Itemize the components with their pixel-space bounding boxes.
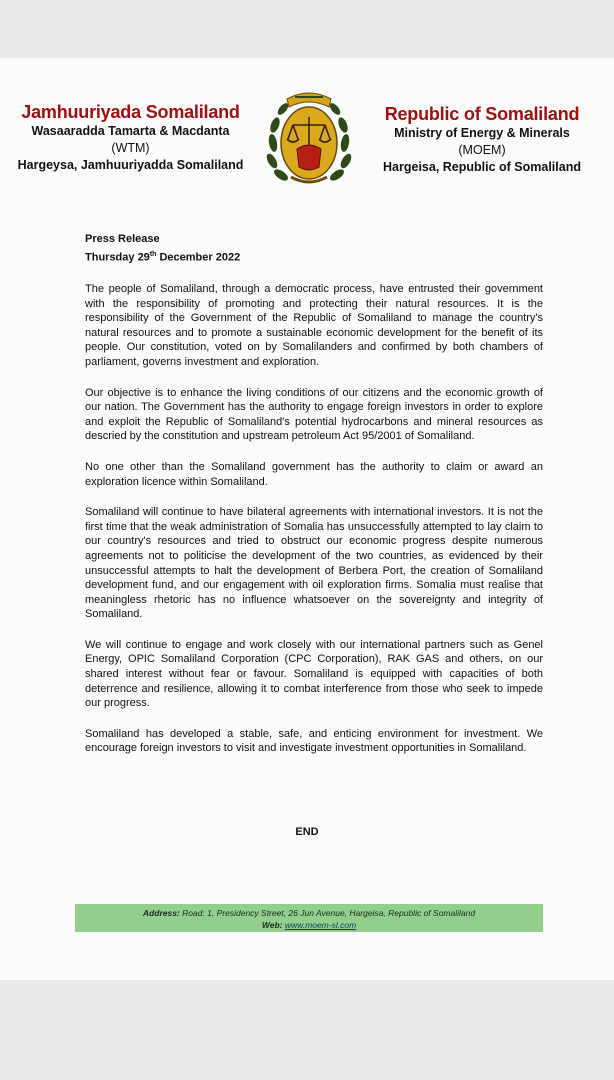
release-date-day: Thursday 29 <box>85 251 150 264</box>
somaliland-emblem-icon <box>263 83 355 191</box>
paragraph-5: We will continue to engage and work closely with our international partners such as Genel Energy, OPIC Somaliland Corporation (CPC Corporation), RAK GAS and others, on our shared interest without fear or favour. Somaliland is equipped with capacities of both deterrence and resilience, allowing it to combat interference from those who seek to impede our progress. <box>85 638 543 710</box>
end-marker: END <box>295 826 319 838</box>
paragraph-6: Somaliland has developed a stable, safe, and enticing environment for investment. We encourage foreign investors to visit and investigate investment opportunities in Somaliland. <box>85 727 543 755</box>
paragraph-1: The people of Somaliland, through a democratic process, have entrusted their government with the responsibility of promoting and protecting their natural resources. It is the responsibility of the Government of the Republic of Somaliland to manage the country's natural resources and to promote a sustainable economic development for the benefit of its people. Our constitution, voted on by Somalilanders and confirmed by both chambers of parliament, governs investment and exploration. <box>85 283 543 368</box>
header-left <box>8 102 253 174</box>
header-right-city: Hargeisa, Republic of Somaliland <box>383 160 581 174</box>
press-release-body <box>85 282 543 772</box>
release-date-suffix: th <box>149 251 157 258</box>
website-link[interactable]: www.moem-sl.com <box>284 920 357 930</box>
paragraph-2: Our objective is to enhance the living conditions of our citizens and the economic growth of our nation. The Government has the authority to engage foreign investors in order to explore and exploit the Republic of Somaliland's potential hydrocarbons and mineral resources as descried by the constitution and upstream petroleum Act 95/2001 of Somaliland. <box>85 386 543 443</box>
address-text: Road: 1, Presidency Street, 26 Jun Avenue, Hargeisa, Republic of Somaliland <box>179 908 476 918</box>
footer-address <box>75 907 543 919</box>
release-date <box>85 247 240 266</box>
release-date-month-year: December 2022 <box>156 251 241 264</box>
footer-web <box>75 919 543 931</box>
header-left-abbr: (WTM) <box>111 141 150 155</box>
header-right-ministry: Ministry of Energy & Minerals <box>394 126 570 140</box>
header-left-ministry: Wasaaradda Tamarta & Macdanta <box>31 124 230 138</box>
address-label: Address: <box>142 908 180 918</box>
press-release-label: Press Release <box>85 233 160 245</box>
footer-address-bar <box>75 904 543 932</box>
document-page <box>0 58 614 980</box>
header-right-abbr: (MOEM) <box>458 143 506 157</box>
paragraph-3: No one other than the Somaliland government has the authority to claim or award an exploration licence within Somaliland. <box>85 460 543 488</box>
web-label: Web: <box>261 920 283 930</box>
paragraph-4: Somaliland will continue to have bilateral agreements with international investors. It is not the first time that the weak administration of Somalia has unsuccessfully attempted to lay claim to our country's resources and tried to obstruct our economic progress despite numerous agreements not to politicise the development of the two countries, as evidenced by their unsuccessful attempts to halt the development of Berbera Port, the creation of Somaliland development fund, and our engagement with oil exploration firms. Somalia must realise that meaningless rhetoric has no influence whatsoever on the sovereignty and integrity of Somaliland. <box>85 506 543 621</box>
header-right-title: Republic of Somaliland <box>384 104 580 124</box>
header-left-title: Jamhuuriyada Somaliland <box>21 102 240 122</box>
header-left-city: Hargeysa, Jamhuuriyadda Somaliland <box>17 158 244 172</box>
press-release-meta <box>85 232 240 266</box>
header-right <box>358 104 606 176</box>
